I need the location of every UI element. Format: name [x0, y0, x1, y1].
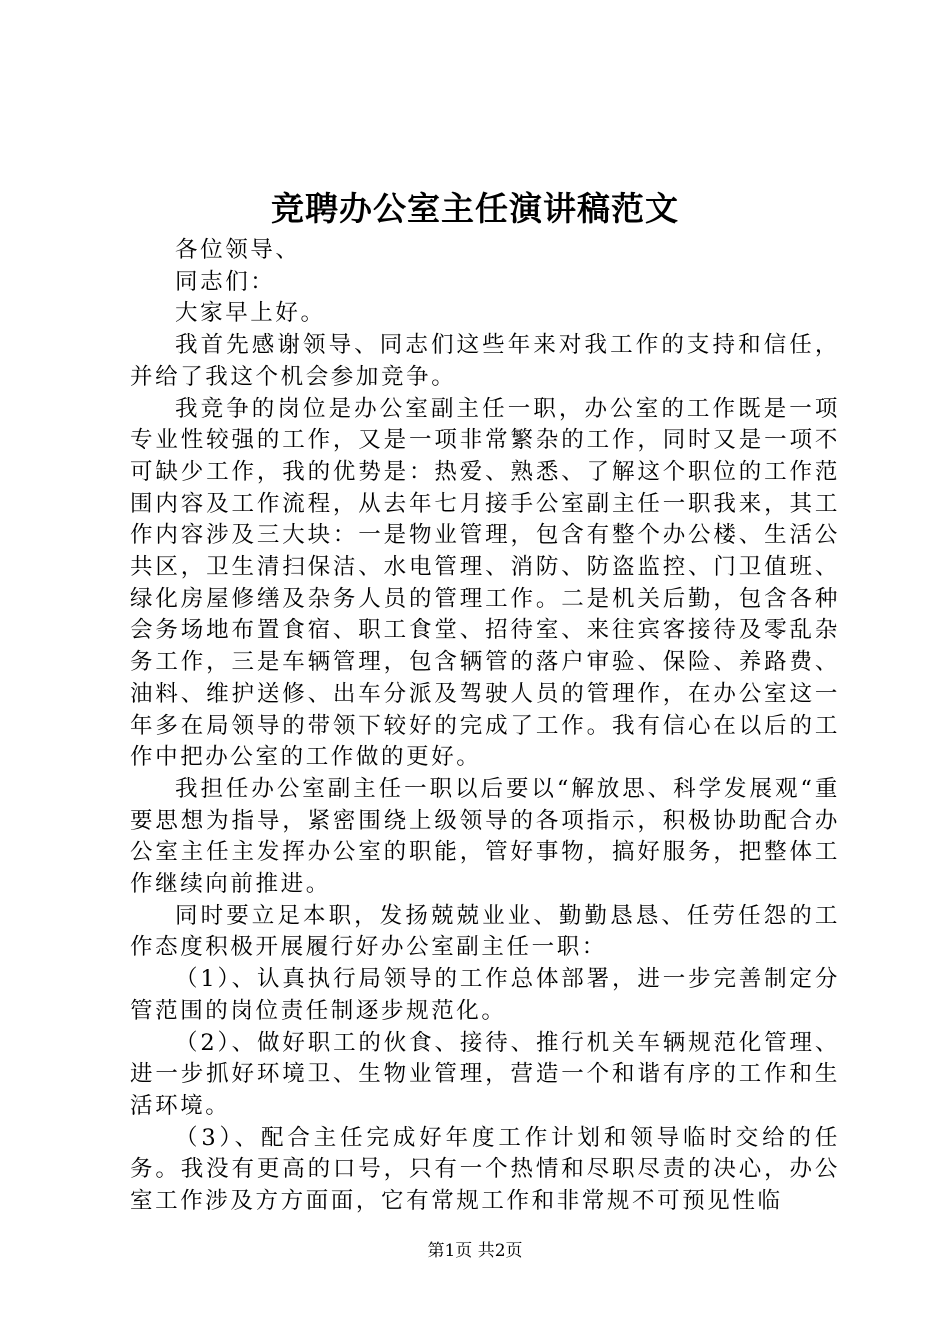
list-item-3: （3）、配合主任完成好年度工作计划和领导临时交给的任务。我没有更高的口号，只有一个热情和尽职尽责的决心，办公室工作涉及方方面面，它有常规工作和非常规不可预见性临 [130, 1124, 840, 1215]
paragraph-thanks: 我首先感谢领导、同志们这些年来对我工作的支持和信任，并给了我这个机会参加竞争。 [130, 332, 840, 390]
page-number-footer: 第1页 共2页 [427, 1241, 523, 1261]
list-item-2: （2）、做好职工的伙食、接待、推行机关车辆规范化管理、进一步抓好环境卫、生物业管理，营造一个和谐有序的工作和生活环境。 [130, 1029, 840, 1119]
list-item-1: （1）、认真执行局领导的工作总体部署，进一步完善制定分管范围的岗位责任制逐步规范化。 [130, 966, 840, 1024]
salutation-comrades: 同志们： [175, 268, 276, 295]
paragraph-position: 我竞争的岗位是办公室副主任一职，办公室的工作既是一项专业性较强的工作，又是一项非常繁杂的工作，同时又是一项不可缺少工作，我的优势是：热爱、熟悉、了解这个职位的工作范围内容及工作流程，从去年七月接手公室副主任一职我来，其工作内容涉及三大块：一是物业管理，包含有整个办公楼、生活公共区，卫生清扫保洁、水电管理、消防、防盗监控、门卫值班、绿化房屋修缮及杂务人员的管理工作。二是机关后勤，包含各种会务场地布置食宿、职工食堂、招待室、来往宾客接待及零乱杂务工作，三是车辆管理，包含辆管的落户审验、保险、养路费、油料、维护送修、出车分派及驾驶人员的管理作，在办公室这一年多在局领导的带领下较好的完成了工作。我有信心在以后的工作中把办公室的工作做的更好。 [130, 395, 840, 771]
paragraph-guidance: 我担任办公室副主任一职以后要以“解放思、科学发展观“重要思想为指导，紧密围绕上级领导的各项指示，积极协助配合办公室主任主发挥办公室的职能，管好事物，搞好服务，把整体工作继续向前推进。 [130, 775, 840, 898]
document-title: 竞聘办公室主任演讲稿范文 [271, 189, 679, 228]
paragraph-duty: 同时要立足本职，发扬兢兢业业、勤勤恳恳、任劳任怨的工作态度积极开展履行好办公室副主任一职： [130, 902, 840, 961]
document-body [130, 235, 840, 1218]
salutation-leaders: 各位领导、 [175, 237, 301, 263]
greeting: 大家早上好。 [175, 300, 326, 327]
